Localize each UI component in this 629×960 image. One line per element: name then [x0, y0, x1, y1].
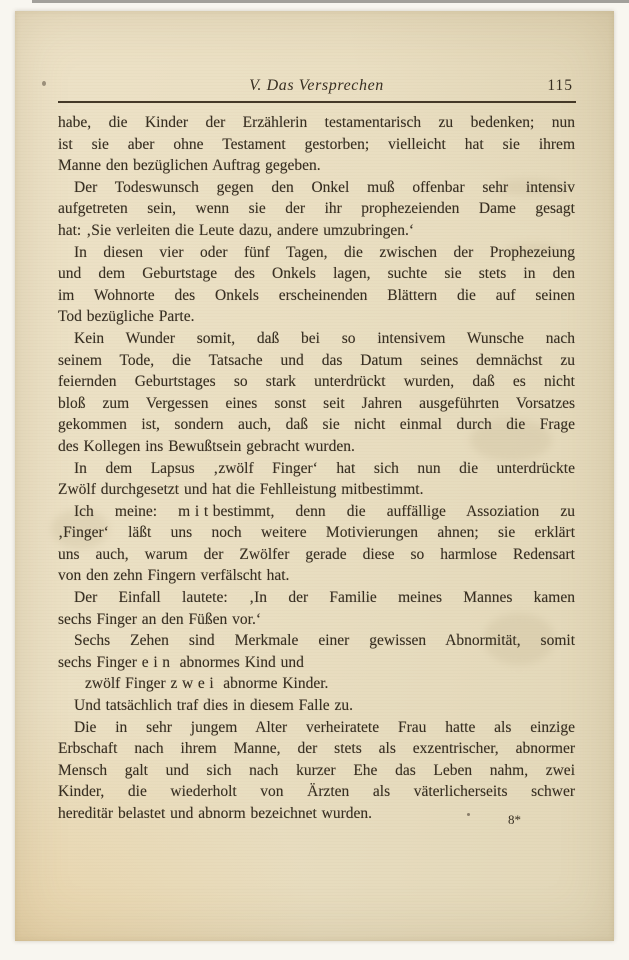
text-line: Kein Wunder somit, daß bei so intensivem Wunsche nach — [74, 329, 575, 347]
text-line: sechs Finger ein abnormes Kind und — [58, 653, 304, 671]
body-text — [58, 112, 575, 825]
text-line: Zwölf durchgesetzt und hat die Fehlleistung mitbestimmt. — [58, 481, 424, 499]
scanner-edge-artifact — [32, 0, 629, 3]
header-rule — [58, 101, 576, 103]
spaced-word: zwei — [170, 675, 219, 693]
signature-mark: 8* — [508, 812, 521, 827]
spaced-word: mit — [178, 502, 213, 520]
text-line: Kinder, die wiederholt von Ärzten als väterlicherseits schwer — [58, 783, 575, 801]
paragraph — [58, 242, 575, 328]
text-line: Ich meine: mitbestimmt, denn die auffällige Assoziation zu — [74, 502, 575, 520]
text-line: habe, die Kinder der Erzählerin testamentarisch zu bedenken; nun — [58, 114, 575, 131]
paragraph — [58, 501, 575, 587]
scan-speck — [42, 81, 46, 86]
text-line: ist sie aber ohne Testament gestorben; vielleicht hat sie ihrem — [58, 135, 575, 153]
paragraph — [58, 587, 575, 630]
text-line: seinem Tode, die Tatsache und das Datum seines demnächst zu — [58, 351, 575, 369]
text-line: uns auch, warum der Zwölfer gerade diese so harmlose Redensart — [58, 545, 575, 563]
text-line: zwölf Finger zwei abnorme Kinder. — [85, 675, 329, 693]
text-line: sechs Finger an den Füßen vor.‘ — [58, 610, 262, 628]
text-line: gekommen ist, sondern auch, daß sie nicht einmal durch die Frage — [58, 416, 575, 434]
text-line: In dem Lapsus ‚zwölf Finger‘ hat sich nun die unterdrückte — [74, 459, 575, 477]
text-line: In diesen vier oder fünf Tagen, die zwischen der Prophezeiung — [74, 243, 575, 261]
paragraph — [58, 328, 575, 458]
text-line: Erbschaft nach ihrem Manne, der stets als exzentrischer, abnormer — [58, 740, 575, 758]
text-line: Der Einfall lautete: ‚In der Familie meines Mannes kamen — [74, 589, 575, 607]
text-line: Tod bezügliche Parte. — [58, 308, 195, 326]
text-line: Sechs Zehen sind Merkmale einer gewissen Abnormität, somit — [74, 632, 575, 650]
paragraph — [58, 673, 575, 695]
text-line: im Wohnorte des Onkels erscheinenden Blättern die auf seinen — [58, 286, 575, 304]
text-line: aufgetreten sein, wenn sie der ihr prophezeienden Dame gesagt — [58, 200, 575, 218]
text-line: bloß zum Vergessen eines sonst seit Jahren ausgeführten Vorsatzes — [58, 394, 575, 412]
text-line: Und tatsächlich traf dies in diesem Falle zu. — [74, 697, 354, 715]
text-line: des Kollegen ins Bewußtsein gebracht wurden. — [58, 437, 355, 455]
spaced-word: ein — [141, 653, 175, 671]
paragraph — [58, 717, 575, 825]
text-line: Die in sehr jungem Alter verheiratete Frau hatte als einzige — [74, 718, 575, 736]
text-line: und dem Geburtstage des Onkels lagen, suchte sie stets in den — [58, 265, 575, 283]
paragraph — [58, 630, 575, 673]
page-number: 115 — [547, 77, 573, 94]
text-line: hereditär belastet und abnorm bezeichnet wurden. — [58, 805, 373, 822]
running-title: V. Das Versprechen — [249, 77, 384, 94]
book-page — [15, 11, 614, 941]
text-line: feiernden Geburtstages so stark unterdrückt wurden, daß es nicht — [58, 373, 575, 391]
text-line: Mensch galt und sich nach kurzer Ehe das Leben nahm, zwei — [58, 761, 575, 779]
paragraph — [58, 177, 575, 242]
text-line: ‚Finger‘ läßt uns noch weitere Motivierungen ahnen; sie erklärt — [58, 524, 575, 542]
paragraph — [58, 112, 575, 177]
text-line: Manne den bezüglichen Auftrag gegeben. — [58, 157, 321, 175]
text-line: Der Todeswunsch gegen den Onkel muß offenbar sehr intensiv — [74, 178, 575, 196]
text-line: von den zehn Fingern verfälscht hat. — [58, 567, 290, 585]
paragraph — [58, 695, 575, 717]
text-line: hat: ‚Sie verleiten die Leute dazu, andere umzubringen.‘ — [58, 221, 415, 239]
paragraph — [58, 458, 575, 501]
running-header — [58, 77, 575, 99]
